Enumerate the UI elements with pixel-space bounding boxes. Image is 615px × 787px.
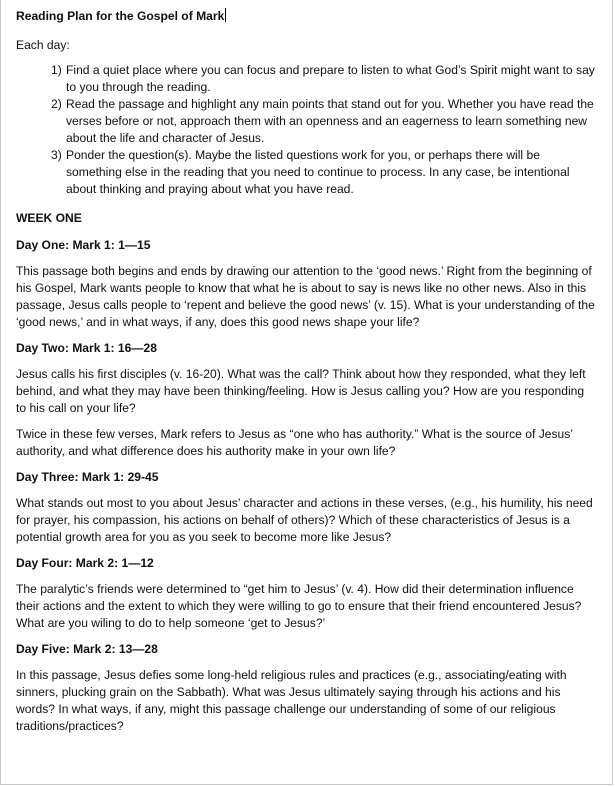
- day-section-1: [16, 237, 596, 331]
- day-paragraph: This passage both begins and ends by drawing our attention to the ‘good news.’ Right from the beginning of his Gospel, Mark wants people to know that what he is about to say is news like no other news. Also in this passage, Jesus calls people to ‘repent and believe the good news’ (v. 15). What is your understanding of the ‘good news,’ and in what ways, if any, does this good news shape your life?: [16, 264, 595, 329]
- step-item: [16, 62, 596, 96]
- day-heading: Day Five: Mark 2: 13—28: [16, 642, 158, 656]
- step-text: Find a quiet place where you can focus and prepare to listen to what God’s Spirit might want to say to you through the reading.: [66, 63, 595, 94]
- step-number: 1): [51, 63, 62, 77]
- step-number: 3): [51, 148, 62, 162]
- step-text: Ponder the question(s). Maybe the listed questions work for you, or perhaps there will be something else in the reading that you need to continue to process. In any case, be intentional about thinking and praying about what you have read.: [66, 148, 570, 196]
- day-paragraph: What stands out most to you about Jesus’ character and actions in these verses, (e.g., his humility, his need for prayer, his compassion, his actions on behalf of others)? Which of these characteristics of Jesus is a potential growth area for you as you seek to become more like Jesus?: [16, 496, 593, 544]
- day-paragraph: Jesus calls his first disciples (v. 16-20). What was the call? Think about how they responded, what they left behind, and what they may have been thinking/feeling. How is Jesus calling you? How are you responding to his call on your life?: [16, 367, 586, 415]
- step-item: [16, 96, 596, 147]
- text-cursor: [225, 8, 226, 22]
- document-title: [16, 8, 596, 25]
- document-title-text: Reading Plan for the Gospel of Mark: [16, 9, 225, 23]
- week-heading: WEEK ONE: [16, 211, 82, 225]
- step-number: 2): [51, 97, 62, 111]
- day-section-2: [16, 340, 596, 460]
- day-paragraph: Twice in these few verses, Mark refers to Jesus as “one who has authority.” What is the source of Jesus’ authority, and what difference does his authority make in your own life?: [16, 427, 573, 458]
- day-paragraph: In this passage, Jesus defies some long-held religious rules and practices (e.g., associating/eating with sinners, plucking grain on the Sabbath). What was Jesus ultimately saying through his actions and his words? In what ways, if any, might this passage challenge our understanding of some of our religious traditions/practices?: [16, 668, 567, 733]
- step-item: [16, 147, 596, 198]
- day-paragraph: The paralytic’s friends were determined to “get him to Jesus’ (v. 4). How did their determination influence their actions and the extent to which they were willing to go to ensure that their friend encountered Jesus? What are you wiling to do to help someone ‘get to Jesus?’: [16, 582, 582, 630]
- intro-text: Each day:: [16, 38, 70, 52]
- step-text: Read the passage and highlight any main points that stand out for you. Whether you have read the verses before or not, approach them with an openness and an eagerness to learn something new about the life and character of Jesus.: [66, 97, 594, 145]
- day-section-4: [16, 555, 596, 632]
- day-heading: Day Four: Mark 2: 1—12: [16, 556, 154, 570]
- day-section-5: [16, 641, 596, 735]
- day-heading: Day Two: Mark 1: 16—28: [16, 341, 157, 355]
- day-heading: Day Three: Mark 1: 29-45: [16, 470, 159, 484]
- steps-list: [16, 62, 596, 198]
- day-section-3: [16, 469, 596, 546]
- day-heading: Day One: Mark 1: 1—15: [16, 238, 151, 252]
